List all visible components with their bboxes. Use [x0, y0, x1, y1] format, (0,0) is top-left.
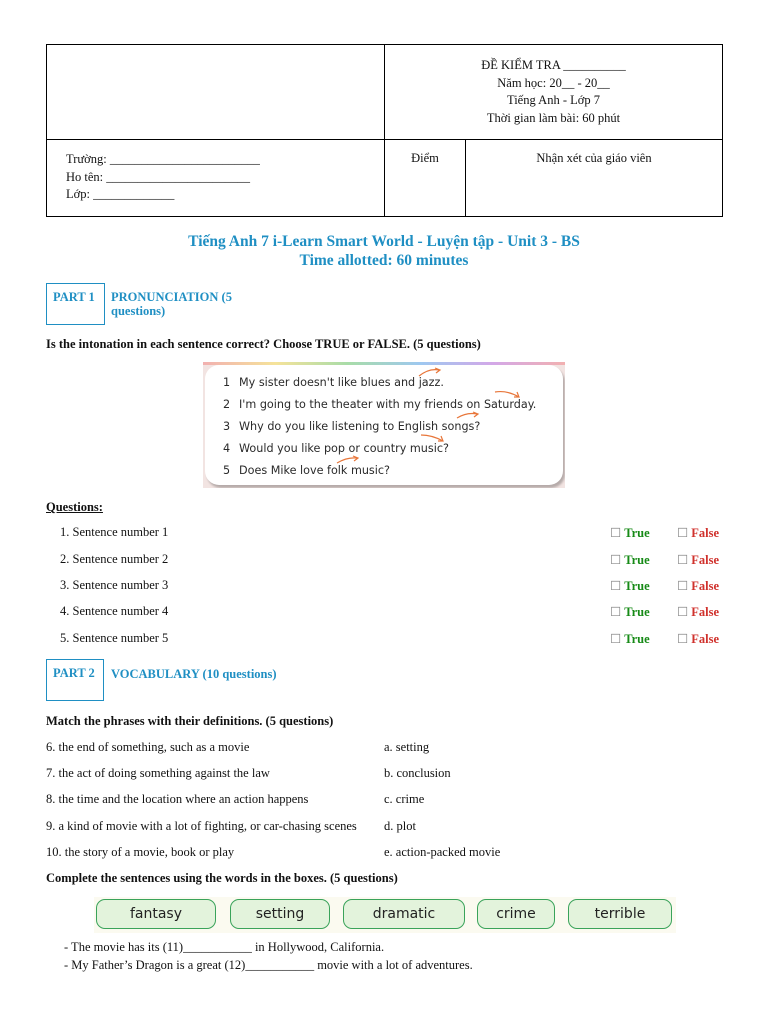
question-row [60, 552, 722, 568]
intonation-arrow-4 [419, 432, 447, 444]
checkbox-icon[interactable]: ☐ [610, 632, 622, 646]
match-row [46, 740, 723, 756]
question-text: 5. Sentence number 5 [60, 631, 169, 645]
true-option[interactable]: ☐ True [610, 553, 650, 567]
checkbox-icon[interactable]: ☐ [610, 605, 622, 619]
match-phrase: 6. the end of something, such as a movie [46, 740, 250, 754]
question-row [60, 578, 722, 594]
image-sentence-2: 2 I'm going to the theater with my friends on Saturday. [223, 398, 537, 411]
word-box: setting [230, 899, 330, 929]
checkbox-icon[interactable]: ☐ [677, 553, 689, 567]
worksheet-title [0, 232, 768, 270]
question-text: 1. Sentence number 1 [60, 525, 169, 539]
school-year: Năm học: 20__ - 20__ [497, 75, 610, 90]
word-box: crime [477, 899, 555, 929]
true-option[interactable]: ☐ True [610, 632, 650, 646]
intonation-arrow-2 [493, 388, 523, 400]
match-row [46, 819, 723, 835]
title-line-1: Tiếng Anh 7 i-Learn Smart World - Luyện tập - Unit 3 - BS [188, 233, 580, 250]
match-phrase: 7. the act of doing something against the law [46, 766, 270, 780]
intonation-arrow-5 [335, 454, 361, 466]
match-row [46, 845, 723, 861]
question-row [60, 604, 722, 620]
match-definition: d. plot [384, 819, 416, 833]
true-option[interactable]: ☐ True [610, 605, 650, 619]
match-definition: b. conclusion [384, 766, 451, 780]
word-box: dramatic [343, 899, 465, 929]
word-box: terrible [568, 899, 672, 929]
school-field: Trường: ________________________ [66, 152, 260, 166]
teacher-comment-cell [466, 140, 723, 217]
name-field: Ho tên: _______________________ [66, 169, 251, 184]
sentences-card [205, 365, 563, 485]
part-2-title: VOCABULARY (10 questions) [111, 667, 277, 681]
match-definition: a. setting [384, 740, 430, 754]
image-sentence-4: 4 Would you like pop or country music? [223, 442, 449, 455]
intonation-arrow-3 [455, 410, 481, 422]
image-sentence-3: 3 Why do you like listening to English songs? [223, 420, 481, 433]
match-phrase: 10. the story of a movie, book or play [46, 845, 235, 859]
match-definition: c. crime [384, 792, 425, 806]
true-option[interactable]: ☐ True [610, 526, 650, 540]
time-allowed: Thời gian làm bài: 60 phút [486, 110, 621, 125]
fill-sentence: - The movie has its (11)___________ in Hollywood, California. [64, 940, 385, 954]
false-option[interactable]: ☐ False [677, 632, 719, 646]
checkbox-icon[interactable]: ☐ [610, 526, 622, 540]
score-label: Điểm [411, 151, 439, 165]
part-2-label: PART 2 [46, 659, 104, 701]
checkbox-icon[interactable]: ☐ [677, 605, 689, 619]
word-box: fantasy [96, 899, 216, 929]
class-field: Lớp: _____________ [66, 187, 175, 201]
subject: Tiếng Anh - Lớp 7 [507, 93, 600, 107]
match-row [46, 766, 723, 782]
exam-info-cell [385, 45, 723, 140]
checkbox-icon[interactable]: ☐ [677, 526, 689, 540]
checkbox-icon[interactable]: ☐ [610, 553, 622, 567]
question-text: 2. Sentence number 2 [60, 552, 169, 566]
false-option[interactable]: ☐ False [677, 526, 719, 540]
question-text: 3. Sentence number 3 [60, 578, 169, 592]
question-text: 4. Sentence number 4 [60, 604, 169, 618]
question-row [60, 631, 722, 647]
checkbox-icon[interactable]: ☐ [677, 632, 689, 646]
false-option[interactable]: ☐ False [677, 579, 719, 593]
exam-title: ĐỀ KIỂM TRA __________ [481, 58, 626, 72]
part-1-instruction: Is the intonation in each sentence correct? Choose TRUE or FALSE. (5 questions) [46, 337, 481, 351]
part-1-title: PRONUNCIATION (5 questions) [111, 290, 232, 318]
false-option[interactable]: ☐ False [677, 605, 719, 619]
questions-heading: Questions: [46, 500, 103, 514]
score-cell [385, 140, 466, 217]
match-definition: e. action-packed movie [384, 845, 501, 859]
checkbox-icon[interactable]: ☐ [610, 579, 622, 593]
match-phrase: 8. the time and the location where an action happens [46, 792, 309, 806]
match-instruction: Match the phrases with their definitions. (5 questions) [46, 714, 334, 728]
student-info-cell [47, 140, 385, 217]
header-blank-cell [47, 45, 385, 140]
teacher-comment-label: Nhận xét của giáo viên [536, 151, 652, 165]
question-row [60, 525, 722, 541]
checkbox-icon[interactable]: ☐ [677, 579, 689, 593]
title-line-2: Time allotted: 60 minutes [299, 252, 469, 269]
true-option[interactable]: ☐ True [610, 579, 650, 593]
match-phrase: 9. a kind of movie with a lot of fighting, or car-chasing scenes [46, 819, 357, 833]
match-row [46, 792, 723, 808]
intonation-sentences-image [203, 362, 565, 488]
image-sentence-1: 1 My sister doesn't like blues and jazz. [223, 376, 444, 389]
word-box-strip [94, 897, 676, 933]
complete-instruction: Complete the sentences using the words in the boxes. (5 questions) [46, 871, 398, 885]
part-1-label: PART 1 [46, 283, 105, 325]
intonation-arrow-1 [417, 366, 443, 378]
false-option[interactable]: ☐ False [677, 553, 719, 567]
fill-sentence: - My Father’s Dragon is a great (12)___________ movie with a lot of adventures. [64, 958, 473, 972]
image-sentence-5: 5 Does Mike love folk music? [223, 464, 390, 477]
exam-header-table [46, 44, 723, 217]
